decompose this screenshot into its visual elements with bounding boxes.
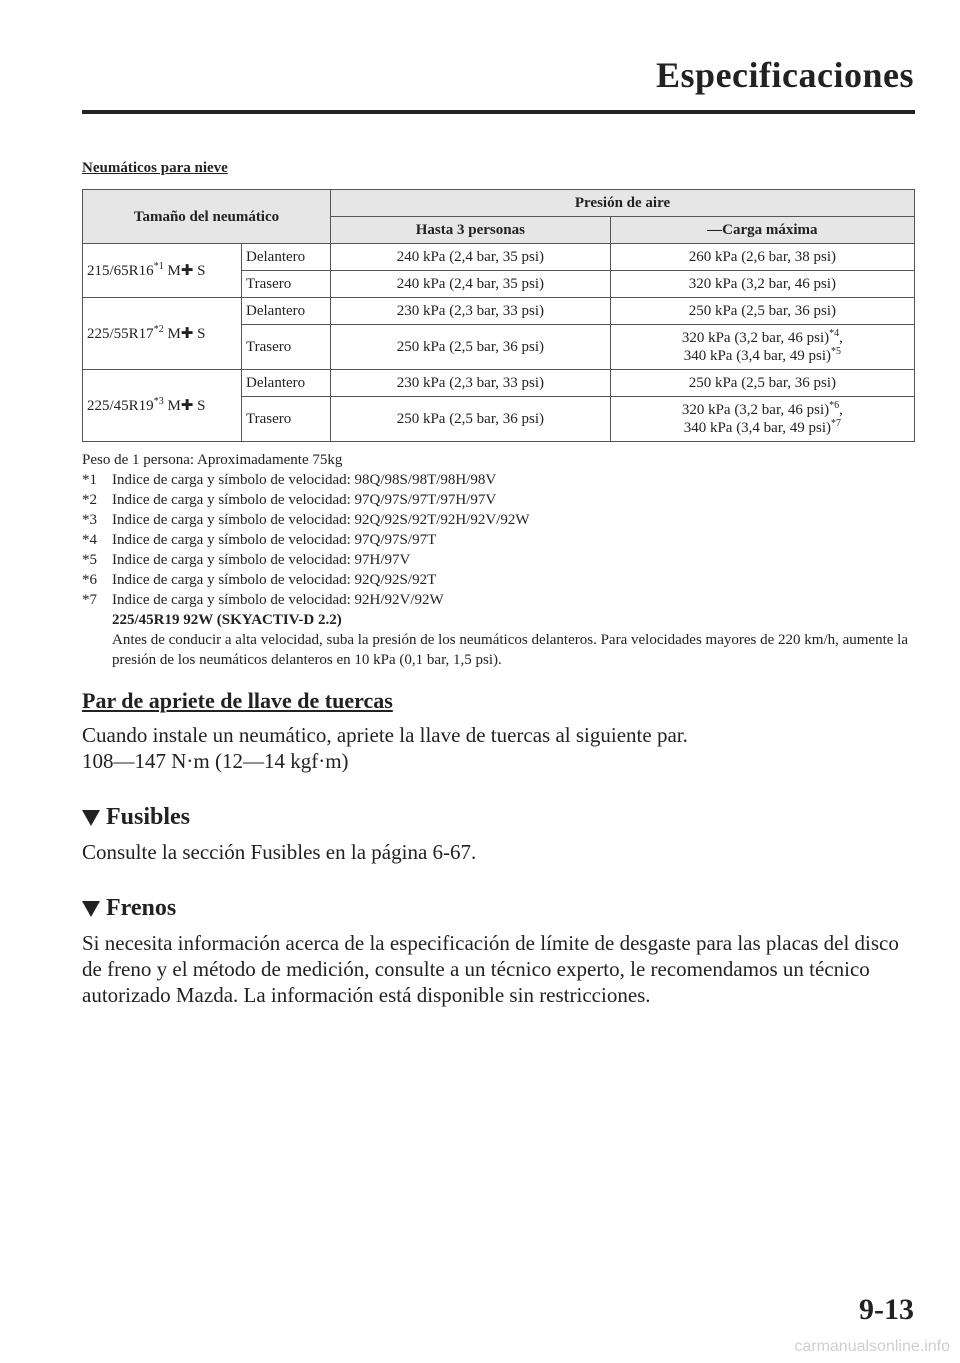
footnote-ref: *5 [831, 346, 841, 357]
footnote-ref: *6 [829, 400, 840, 411]
plus-icon: ✚ [180, 324, 194, 342]
footnote-key: *6 [82, 572, 97, 588]
tire-size: 215/65R16 [87, 263, 154, 279]
pressure-value: 250 kPa (2,5 bar, 36 psi) [331, 397, 611, 442]
position-label: Delantero [242, 244, 331, 271]
torque-line-1: Cuando instale un neumático, apriete la llave de tuercas al siguiente par. [82, 723, 688, 747]
footnote-key: *4 [82, 532, 97, 548]
pressure-value: 240 kPa (2,4 bar, 35 psi) [331, 244, 611, 271]
table-row [83, 298, 915, 325]
fuses-text: Consulte la sección Fusibles en la página 6-67. [82, 840, 477, 864]
tire-size-cell [83, 244, 242, 298]
pressure-value: 250 kPa (2,5 bar, 36 psi) [610, 370, 914, 397]
brakes-title: Frenos [106, 895, 177, 921]
mud-snow-m: M [167, 326, 181, 342]
pressure-value: 340 kPa (3,4 bar, 49 psi) [683, 348, 831, 364]
fuses-title: Fusibles [106, 804, 191, 830]
footnote-key: *1 [82, 472, 97, 488]
torque-title: Par de apriete de llave de tuercas [82, 688, 393, 713]
header-rule [82, 110, 915, 114]
col-header-max-load: ―Carga máxima [610, 217, 914, 244]
footnote-text: Indice de carga y símbolo de velocidad: 97Q/97S/97T/97H/97V [112, 492, 497, 508]
snow-tires-title: Neumáticos para nieve [82, 160, 228, 176]
footnote [82, 550, 915, 570]
page-header-title: Especificaciones [656, 55, 914, 95]
tire-size: 225/45R19 [87, 398, 154, 414]
footnote-key: *7 [82, 592, 97, 608]
footnote-text: Indice de carga y símbolo de velocidad: 92H/92V/92W [112, 592, 444, 608]
page-content [82, 160, 915, 1008]
plus-icon: ✚ [180, 261, 194, 279]
mud-snow-s: S [197, 326, 206, 342]
brakes-heading [82, 895, 915, 922]
position-label: Trasero [242, 271, 331, 298]
plus-icon: ✚ [180, 396, 194, 414]
pressure-value: 320 kPa (3,2 bar, 46 psi) [681, 330, 830, 346]
fuses-heading [82, 804, 915, 831]
col-header-pressure: Presión de aire [331, 190, 915, 217]
footnote-ref: *1 [153, 261, 164, 272]
footnote [82, 470, 915, 490]
footnote [82, 490, 915, 510]
tire-size-cell [83, 370, 242, 442]
pressure-value: 230 kPa (2,3 bar, 33 psi) [331, 298, 611, 325]
footnote [82, 590, 915, 610]
footnote-key: *2 [82, 492, 97, 508]
position-label: Delantero [242, 298, 331, 325]
footnote-text: Indice de carga y símbolo de velocidad: 97H/97V [112, 552, 411, 568]
page-number: 9-13 [859, 1293, 914, 1326]
table-notes [82, 450, 915, 670]
torque-line-2: 108―147 N·m (12―14 kgf·m) [82, 749, 349, 773]
pressure-value: 250 kPa (2,5 bar, 36 psi) [610, 298, 914, 325]
sub-note-text: Antes de conducir a alta velocidad, suba la presión de los neumáticos delanteros. Para velocidades mayores de 220 km/h, aumente la presión de los neumáticos delanteros en 10 kPa (0,1 bar, 1,5 psi). [112, 632, 908, 668]
footnote-text: Indice de carga y símbolo de velocidad: 97Q/97S/97T [112, 532, 437, 548]
footnote [82, 510, 915, 530]
footnote [82, 530, 915, 550]
position-label: Delantero [242, 370, 331, 397]
tire-size: 225/55R17 [87, 326, 154, 342]
position-label: Trasero [242, 325, 331, 370]
mud-snow-m: M [167, 398, 181, 414]
mud-snow-s: S [197, 263, 206, 279]
footnote-key: *3 [82, 512, 97, 528]
pressure-value: 340 kPa (3,4 bar, 49 psi) [683, 420, 831, 436]
col-header-size: Tamaño del neumático [83, 190, 331, 244]
snow-tire-pressure-table [82, 189, 915, 442]
pressure-value: 320 kPa (3,2 bar, 46 psi) [610, 271, 914, 298]
mud-snow-s: S [197, 398, 206, 414]
pressure-value: 250 kPa (2,5 bar, 36 psi) [331, 325, 611, 370]
watermark: carmanualsonline.info [794, 1338, 950, 1355]
torque-text [82, 722, 915, 774]
sub-note-title: 225/45R19 92W (SKYACTIV-D 2.2) [112, 612, 342, 628]
pressure-value: 230 kPa (2,3 bar, 33 psi) [331, 370, 611, 397]
footnote-text: Indice de carga y símbolo de velocidad: 98Q/98S/98T/98H/98V [112, 472, 497, 488]
footnote-ref: *4 [829, 328, 840, 339]
tire-size-cell [83, 298, 242, 370]
col-header-up-to-3: Hasta 3 personas [331, 217, 611, 244]
footnote-ref: *2 [153, 324, 164, 335]
pressure-value-multi: 320 kPa (3,2 bar, 46 psi)$^{*6}$, 340 kPa (3,4 bar, 49 psi)$^{*7}$ [610, 397, 914, 442]
footnote [82, 570, 915, 590]
pressure-value: 320 kPa (3,2 bar, 46 psi) [681, 402, 830, 418]
footnote-key: *5 [82, 552, 97, 568]
pressure-value: 260 kPa (2,6 bar, 38 psi) [610, 244, 914, 271]
table-row [83, 370, 915, 397]
footnote-ref: *7 [831, 418, 841, 429]
weight-note: Peso de 1 persona: Aproximadamente 75kg [82, 452, 343, 468]
brakes-text: Si necesita información acerca de la especificación de límite de desgaste para las placas del disco de freno y el método de medición, consulte a un técnico experto, le recomendamos un técnico autorizado Mazda. La información está disponible sin restricciones. [82, 931, 899, 1007]
footnote-ref: *3 [153, 396, 164, 407]
triangle-down-icon [82, 810, 100, 826]
mud-snow-m: M [167, 263, 181, 279]
pressure-value-multi: 320 kPa (3,2 bar, 46 psi)$^{*4}$, 340 kPa (3,4 bar, 49 psi)$^{*5}$ [610, 325, 914, 370]
table-row [83, 244, 915, 271]
footnote-text: Indice de carga y símbolo de velocidad: 92Q/92S/92T [112, 572, 437, 588]
footnote-text: Indice de carga y símbolo de velocidad: 92Q/92S/92T/92H/92V/92W [112, 512, 530, 528]
position-label: Trasero [242, 397, 331, 442]
triangle-down-icon [82, 901, 100, 917]
pressure-value: 240 kPa (2,4 bar, 35 psi) [331, 271, 611, 298]
